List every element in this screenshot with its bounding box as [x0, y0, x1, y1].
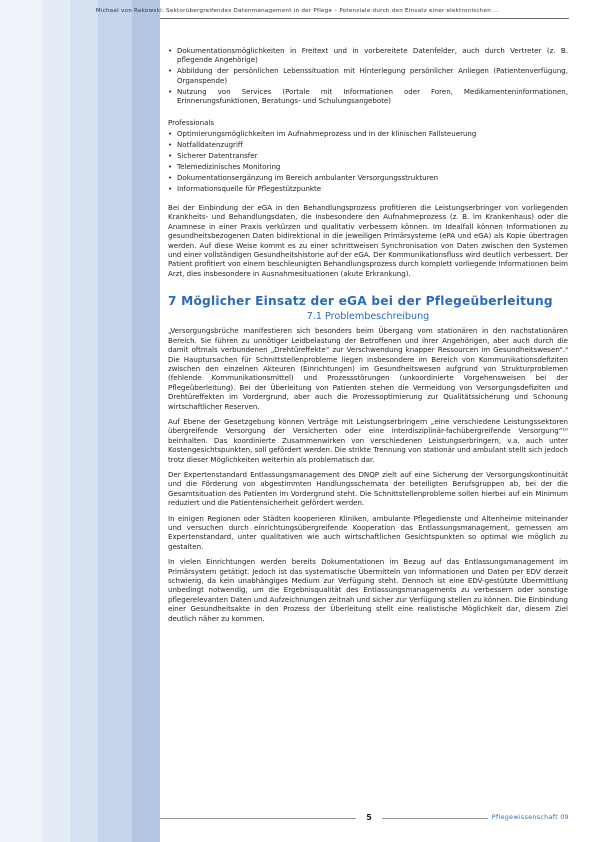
intro-paragraph: Bei der Einbindung der eGA in den Behandlungsprozess profitieren die Leistungserbringer von vorliegenden Krankheits- und Behandlungsdaten, die insbesondere den Aufnahmeprozess (z. B. im Krankenhaus) oder die Anamnese in einer Praxis verkürzen und qualitativ verbessern können. Im Idealfall können Informationen zu gesundheitsbezogenen Daten bidirektional in die jeweiligen Primärsysteme (ePA und eGA) als Kopie übertragen werden. Auf diese Weise kommt es zu einer schrittweisen Synchronisation von Daten zwischen den Systemen und einer vollständigen Gesundheitshistorie auf der eGA. Der Kommunikationsfluss wird deutlich verbessert. Der Patient profitiert von einem beschleunigten Behandlungsprozess durch komplett vorliegende Informationen beim Arzt, dies insbesondere in Ausnahmesituationen (akute Erkrankung). [168, 203, 568, 278]
body-paragraph: „Versorgungsbrüche manifestieren sich besonders beim Übergang vom stationären in den nachstationären Bereich. Sie führen zu unnötiger Leidbelastung der Betroffenen und ihrer Angehörigen, aber auch durch die damit oftmals verbundenen „Drehtüreffekte“ zur Verschwendung knapper Ressourcen im Gesundheitswesen“.⁹ Die Hauptursachen für Schnittstellenprobleme liegen insbesondere im Bereich von Kommunikationsdefiziten zwischen den einzelnen Akteuren (Einrichtungen) im Gesundheitswesen aufgrund von Strukturproblemen (fehlende Kommunikationsmittel) und Prozessstörungen (unkoordinierte Vorgehensweisen bei der Pflegeüberleitung). Bei der Überleitung von Patienten stehen die Vermeidung von Versorgungsdefiziten und Drehtüreffekten im Vordergrund, aber auch die Prozessoptimierung zur Qualitätssicherung und Schonung wirtschaftlicher Reserven. [168, 326, 568, 411]
decorative-side-stripes [0, 0, 160, 842]
list-item: • Optimierungsmöglichkeiten im Aufnahmeprozess und in der klinischen Fallsteuerung [168, 129, 477, 139]
header-divider [160, 18, 569, 19]
stripe [132, 0, 160, 842]
body-paragraph: Der Expertenstandard Entlassungsmanagement des DNQP zielt auf eine Sicherung der Versorgungskontinuität und die Förderung von abgestimmten Handlungsschemata der beteiligten Berufsgruppen ab, bei der die Gesamtsituation des Patienten im Vordergrund steht. Die Schnittstellenprobleme sollen hierbei auf ein Minimum reduziert und die Patientensicherheit gefördert werden. [168, 469, 568, 508]
bullet-list-top [168, 46, 568, 106]
list-item: • Notfalldatenzugriff [168, 140, 243, 150]
list-item: • Nutzung von Services (Portale mit Informationen oder Foren, Medikamenteninformationen, Erinnerungsfunktionen, Beratungs- und Schulungsangebote) [168, 86, 568, 106]
stripe [98, 0, 132, 842]
body-paragraph: In vielen Einrichtungen werden bereits Dokumentationen im Bezug auf das Entlassungsmanagement im Primärsystem getätigt. Jedoch ist das systematische Übermitteln von Informationen und Daten per EDV derzeit schwierig, da kein unabhängiges Medium zur Verfügung steht. Dennoch ist eine EDV-gestützte Übermittlung unbedingt notwendig, um die Ergebnisqualität des Entlassungsmanagements zu verbessern oder sonstige pflegerelevanten Daten und Aufzeichnungen zeitnah und sicher zur Verfügung stellen zu können. Die Einbindung einer Gesundheitsakte in den Prozess der Überleitung stellt eine realistische Möglichkeit dar, diesem Ziel deutlich näher zu kommen. [168, 557, 568, 623]
bullet-list-professionals [168, 129, 568, 193]
subsection-heading: 7.1 Problembeschreibung [306, 311, 430, 323]
list-item: • Telemedizinisches Monitoring [168, 162, 281, 172]
body-paragraph: In einigen Regionen oder Städten kooperieren Kliniken, ambulante Pflegedienste und Altenheime miteinander und versuchen durch einrichtungsübergreifende Kooperation das Entlassungsmanagement, gemessen am Expertenstandard, unter qualitativen wie auch wirtschaftlichen Gesichtspunkten so optimal wie möglich zu gestalten. [168, 513, 568, 551]
stripe [42, 0, 70, 842]
list-item: • Sicherer Datentransfer [168, 151, 258, 161]
list-item: • Dokumentationsergänzung im Bereich ambulanter Versorgungsstrukturen [168, 173, 439, 183]
page-number: 5 [356, 812, 382, 824]
list-item: • Dokumentationsmöglichkeiten in Freitext und in vorbereitete Datenfelder, auch durch Vertreter (z. B. pflegende Angehörige) [168, 46, 568, 65]
stripe [0, 0, 42, 842]
page-footer [160, 812, 569, 826]
body-paragraph: Auf Ebene der Gesetzgebung können Verträge mit Leistungserbringern „eine verschiedene Leistungssektoren übergreifende Versorgung der Versicherten oder eine interdisziplinär-fachübergreifende Versorgung“¹⁰ beinhalten. Das koordinierte Zusammenwirken von verschiedenen Leistungserbringern, v.a. auch unter Kostengesichtspunkten, soll gefördert werden. Die strikte Trennung von stationär und ambulant stellt sich jedoch trotz dieser Möglichkeiten weiterhin als problematisch dar. [168, 416, 568, 464]
professionals-label: Professionals [168, 117, 215, 127]
section-heading: 7 Möglicher Einsatz der eGA bei der Pflegeüberleitung [168, 294, 553, 309]
list-item: • Informationsquelle für Pflegestützpunkte [168, 184, 322, 194]
page-body [168, 46, 568, 629]
list-item: • Abbildung der persönlichen Lebenssituation mit Hinterlegung persönlicher Anliegen (Patientenverfügung, Organspende) [168, 66, 568, 85]
series-label: Pflegewissenschaft 09 [488, 812, 569, 824]
running-header: Michael von Rekowski: Sektorübergreifendes Datenmanagement in der Pflege – Potenziale durch den Einsatz einer elektronischen ... [95, 8, 500, 14]
stripe [70, 0, 98, 842]
